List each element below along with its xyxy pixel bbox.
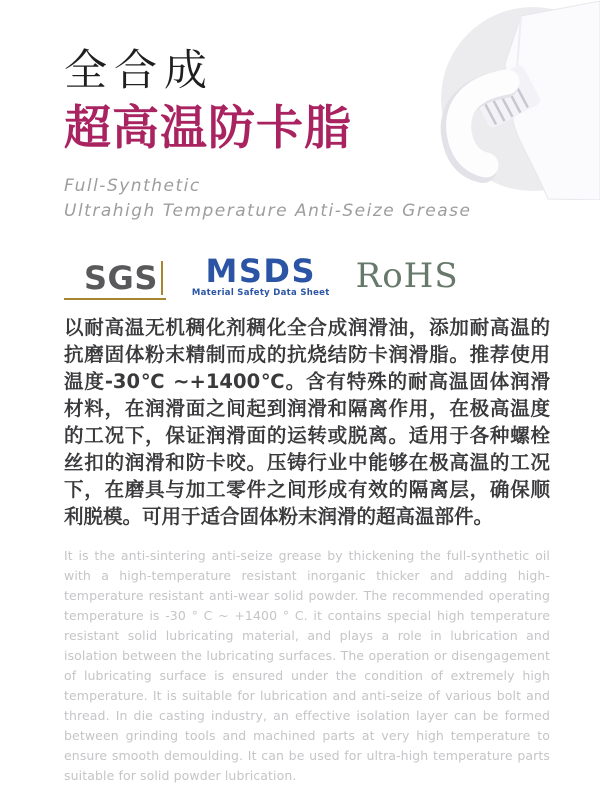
subtitle-line1: Full-Synthetic [64,176,201,196]
sgs-logo-text: SGS [84,261,163,295]
product-title-line2: 超高温防卡脂 [64,101,352,156]
rohs-logo: RoHS [355,256,459,296]
description-english: It is the anti-sintering anti-seize grease by thickening the full-synthetic oil with a high-temperature resistant inorganic thicker and adding high-temperature resistant anti-wear solid powder. The recommended operating temperature is -30 ° C ~ +1400 ° C. it contains special high temperature resistant solid lubricating material, and plays a role in lubrication and isolation between the lubricating surfaces. The operation or disengagement of lubricating surface is ensured under the condition of extremely high temperature. It is suitable for lubrication and anti-seize of various bolt and thread. In die casting industry, an effective isolation layer can be formed between grinding tools and machined parts at very high temperature to ensure smooth demoulding. It can be used for ultra-high temperature parts suitable for solid powder lubrication. [64,548,550,783]
msds-logo-subtext: Material Safety Data Sheet [191,288,330,298]
product-subtitle-english [64,174,472,224]
product-title-line1: 全合成 [64,46,214,96]
certification-logos-row [64,252,459,300]
subtitle-line2: Ultrahigh Temperature Anti-Seize Grease [64,201,472,221]
msds-logo [191,252,330,300]
page-content [64,0,550,800]
description-chinese: 以耐高温无机稠化剂稠化全合成润滑油，添加耐高温的抗磨固体粉末精制而成的抗烧结防卡润滑脂。推荐使用温度-30℃ ~+1400℃。含有特殊的耐高温固体润滑材料，在润滑面之间起到润滑和隔离作用，在极高温度的工况下，保证润滑面的运转或脱离。适用于各种螺栓丝扣的润滑和防卡咬。压铸行业中能够在极高温的工况下，在磨具与加工零件之间形成有效的隔离层，确保顺利脱模。可用于适合固体粉末润滑的超高温部件。 [64,316,550,528]
msds-logo-text: MSDS [205,252,316,290]
sgs-logo [64,261,166,300]
